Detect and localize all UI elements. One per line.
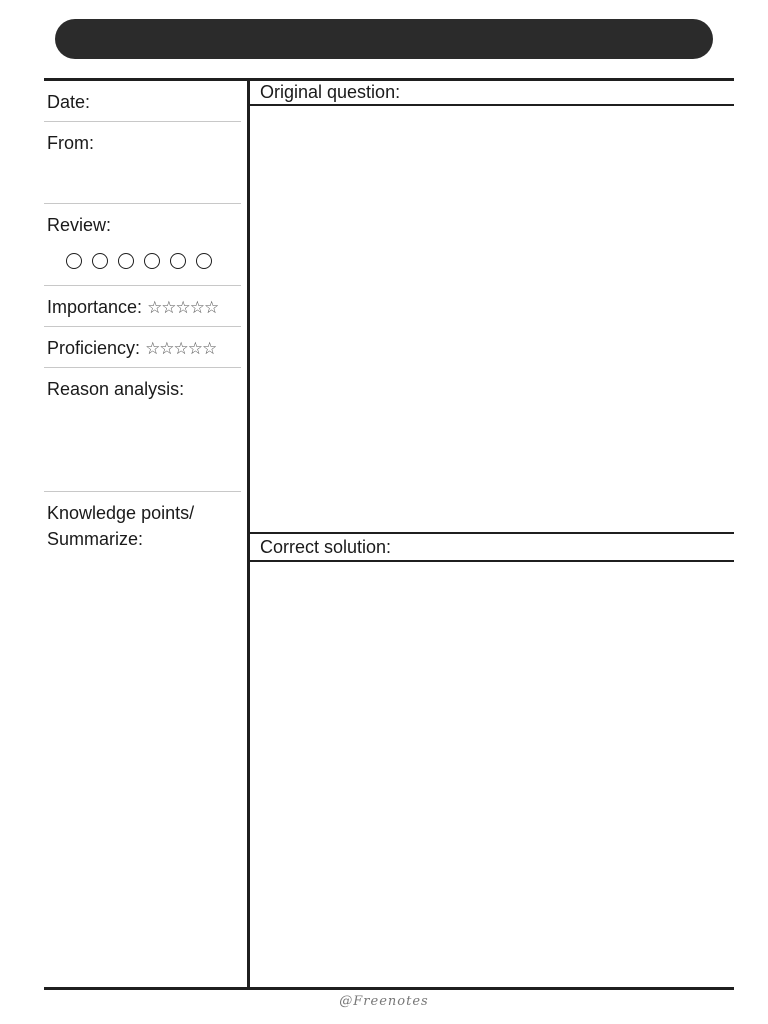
- review-circle-1[interactable]: [66, 253, 82, 269]
- brand-watermark: @Freenotes: [339, 994, 429, 1009]
- proficiency-label: Proficiency:: [47, 338, 141, 358]
- reason-analysis-label: Reason analysis:: [47, 379, 185, 399]
- knowledge-label-line2: Summarize:: [47, 529, 144, 549]
- review-circle-6[interactable]: [196, 253, 212, 269]
- original-question-area[interactable]: [250, 106, 734, 531]
- correct-solution-area[interactable]: [250, 562, 734, 986]
- knowledge-label-line1: Knowledge points/: [47, 503, 195, 523]
- importance-label: Importance:: [47, 297, 143, 317]
- importance-stars[interactable]: ☆☆☆☆☆: [147, 298, 219, 318]
- review-field: [44, 204, 241, 286]
- bottom-rule: [44, 987, 734, 990]
- proficiency-row: [47, 335, 216, 362]
- importance-row: [47, 294, 218, 321]
- review-label: Review:: [47, 215, 112, 235]
- from-field[interactable]: [44, 122, 241, 204]
- review-circles: [66, 253, 212, 269]
- importance-field: [44, 286, 241, 327]
- original-question-label: Original question:: [260, 82, 401, 102]
- review-circle-3[interactable]: [118, 253, 134, 269]
- title-bar: [55, 19, 713, 59]
- review-circle-4[interactable]: [144, 253, 160, 269]
- knowledge-points-label: [47, 500, 194, 552]
- proficiency-stars[interactable]: ☆☆☆☆☆: [145, 339, 217, 359]
- reason-analysis-field[interactable]: [44, 368, 241, 492]
- knowledge-points-field[interactable]: [44, 492, 241, 982]
- correct-solution-label: Correct solution:: [260, 537, 392, 557]
- review-circle-2[interactable]: [92, 253, 108, 269]
- from-label: From:: [47, 133, 94, 153]
- notes-frame: [44, 78, 734, 989]
- review-circle-5[interactable]: [170, 253, 186, 269]
- date-field[interactable]: [44, 81, 241, 122]
- date-label: Date:: [47, 92, 91, 112]
- proficiency-field: [44, 327, 241, 368]
